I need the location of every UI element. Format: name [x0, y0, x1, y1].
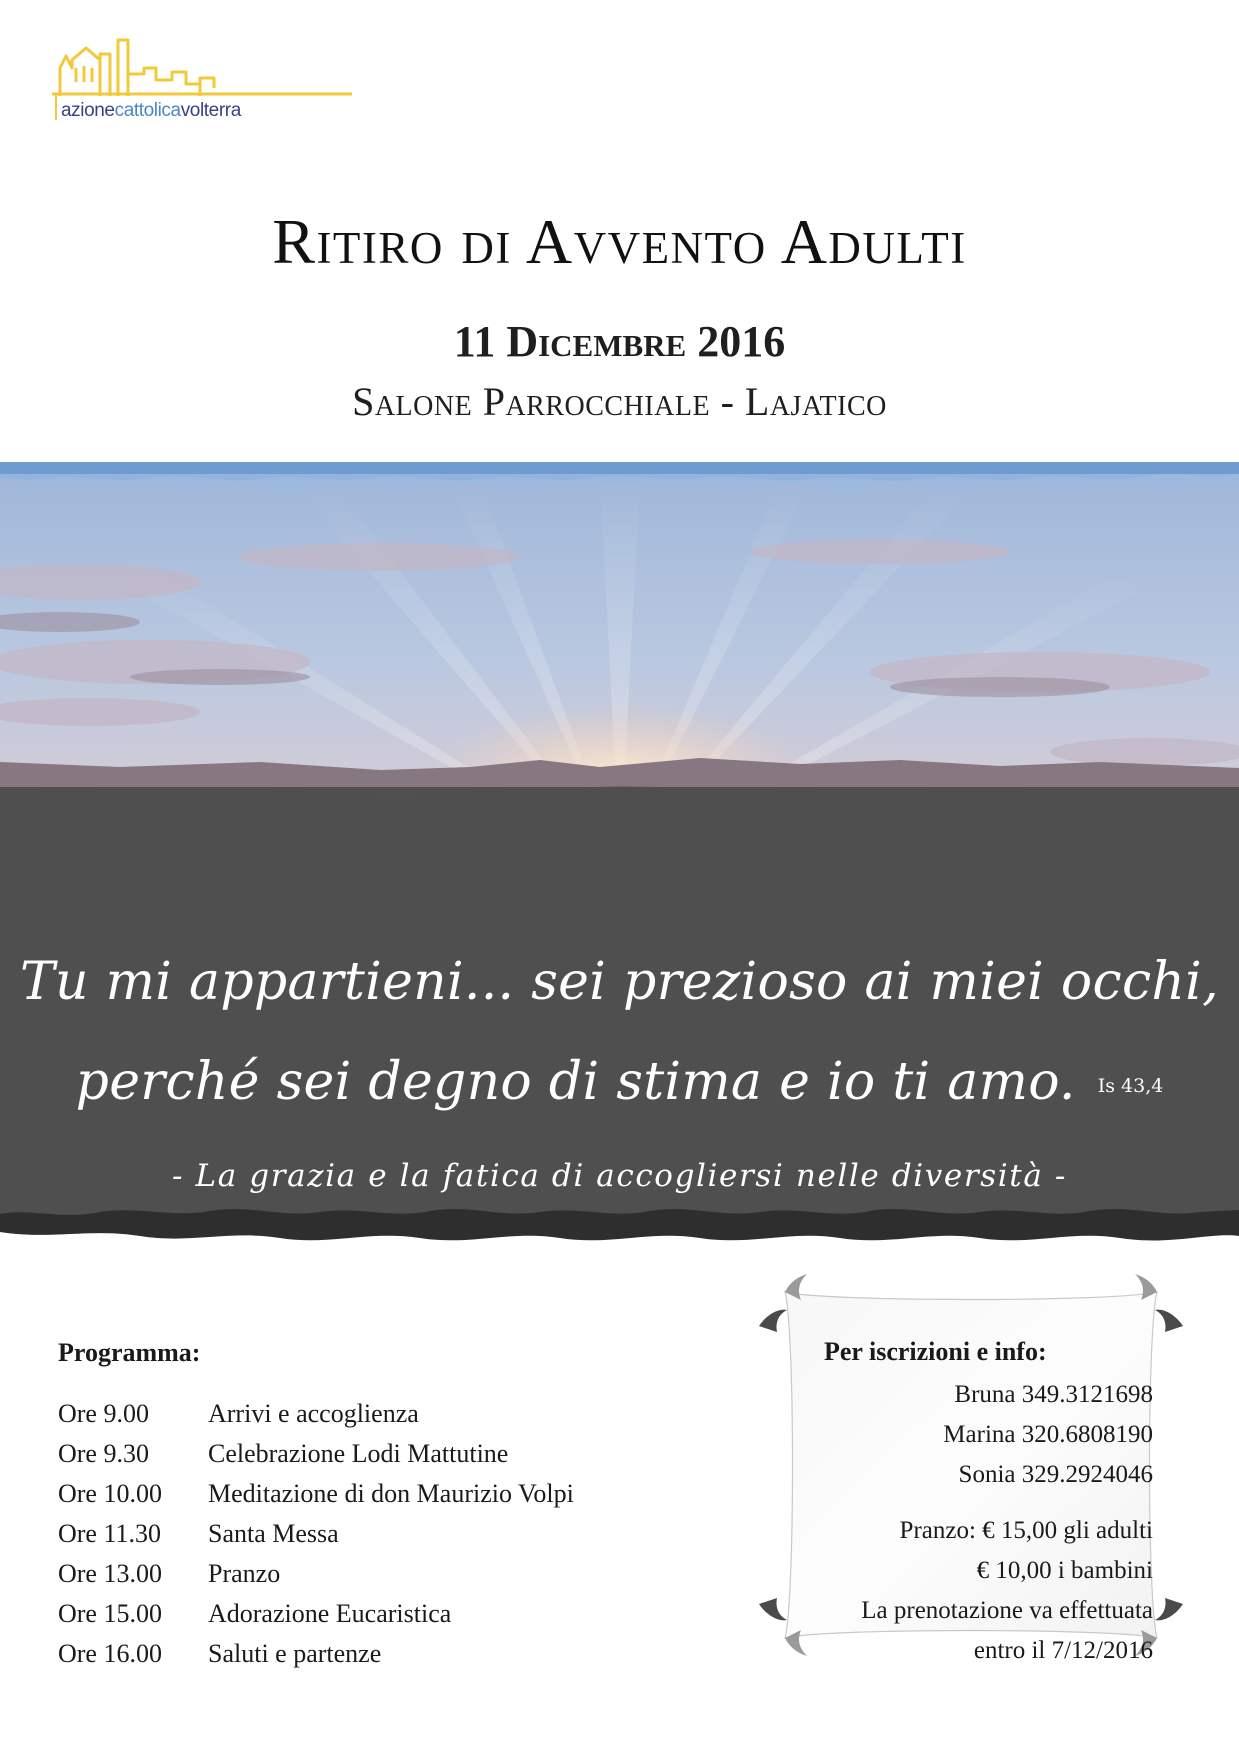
contact-sonia: Sonia 329.2924046: [958, 1461, 1153, 1488]
contact-marina: Marina 320.6808190: [943, 1421, 1153, 1448]
logo-wordmark: azionecattolicavolterra: [61, 100, 241, 121]
price-children: € 10,00 i bambini: [976, 1557, 1153, 1584]
info-title: Per iscrizioni e info:: [824, 1337, 1047, 1366]
program-row: [58, 1434, 678, 1474]
info-card: [755, 1270, 1187, 1664]
program-row: [58, 1634, 678, 1674]
info-details: [861, 1375, 1153, 1671]
program-time: Ore 13.00: [58, 1559, 162, 1588]
event-date: 11 Dicembre 2016: [453, 317, 786, 366]
price-adults: Pranzo: € 15,00 gli adulti: [899, 1517, 1153, 1544]
program-activity: Celebrazione Lodi Mattutine: [208, 1439, 509, 1468]
bible-quote: [0, 932, 1239, 1136]
sunset-banner: [0, 462, 1239, 1252]
program-activity: Adorazione Eucaristica: [208, 1599, 452, 1628]
program-time: Ore 9.00: [58, 1399, 149, 1428]
program-activity: Pranzo: [208, 1559, 281, 1588]
program-row: [58, 1394, 678, 1434]
quote-reference: Is 43,4: [1097, 1074, 1164, 1097]
contact-bruna: Bruna 349.3121698: [954, 1381, 1153, 1408]
program-activity: Arrivi e accoglienza: [208, 1399, 419, 1428]
program-row: [58, 1554, 678, 1594]
program-time: Ore 11.30: [58, 1519, 162, 1548]
program-time: Ore 16.00: [58, 1639, 162, 1668]
program-row: [58, 1594, 678, 1634]
program-row: [58, 1514, 678, 1554]
quote-line-1: Tu mi appartieni... sei prezioso ai miei occhi,: [20, 952, 1219, 1012]
program-activity: Meditazione di don Maurizio Volpi: [208, 1479, 574, 1508]
quote-line-2: perché sei degno di stima e io ti amo. Is 43,4: [75, 1052, 1164, 1112]
retreat-subtitle: - La grazia e la fatica di accogliersi nelle diversità -: [172, 1158, 1067, 1194]
booking-note: La prenotazione va effettuata: [861, 1597, 1153, 1624]
program-time: Ore 9.30: [58, 1439, 149, 1468]
program-activity: Santa Messa: [208, 1519, 339, 1548]
program-time: Ore 10.00: [58, 1479, 162, 1508]
booking-deadline: entro il 7/12/2016: [973, 1637, 1153, 1664]
program-row: [58, 1474, 678, 1514]
program-title: Programma:: [58, 1338, 201, 1367]
program-section: [58, 1338, 678, 1674]
event-location: Salone Parrocchiale - Lajatico: [352, 379, 887, 424]
logo: [52, 38, 352, 128]
page-title: Ritiro di Avvento Adulti: [272, 206, 967, 277]
program-activity: Saluti e partenze: [208, 1639, 382, 1668]
program-time: Ore 15.00: [58, 1599, 162, 1628]
